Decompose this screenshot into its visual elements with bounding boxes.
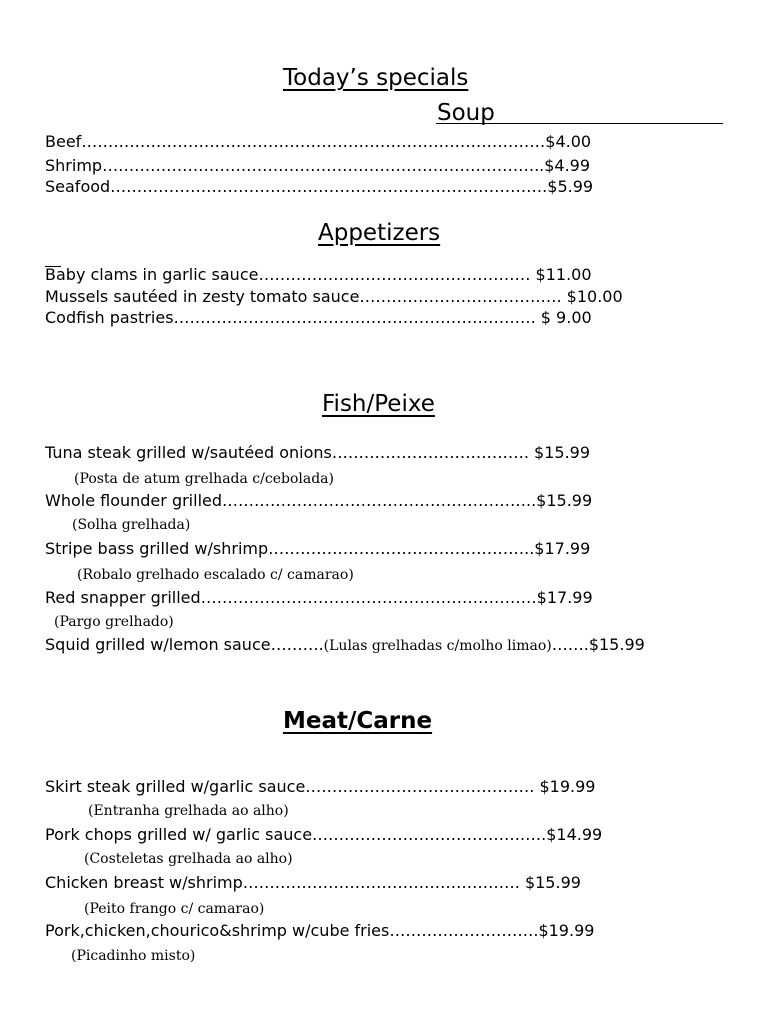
meat-item-picadinho-translation: (Picadinho misto) xyxy=(71,948,196,964)
soup-item-shrimp: Shrimp………………………………………………………………………..$4.99 xyxy=(45,156,591,175)
fish-item-bass-translation: (Robalo grelhado escalado c/ camarao) xyxy=(77,567,354,583)
fish-item-squid-translation: (Lulas grelhadas c/molho limao) xyxy=(323,638,552,654)
meat-item-skirt-steak: Skirt steak grilled w/garlic sauce……………………………………. $19.99 xyxy=(45,777,596,796)
soup-heading: Soup xyxy=(437,100,495,126)
fish-heading: Fish/Peixe xyxy=(322,391,435,417)
meat-heading: Meat/Carne xyxy=(283,708,433,734)
fish-item-flounder-translation: (Solha grelhada) xyxy=(72,517,191,533)
appetizer-item-mussels: Mussels sautéed in zesty tomato sauce…………………………….…. $10.00 xyxy=(45,287,623,306)
appetizer-item-codfish: Codfish pastries……………………………………………………….…. $ 9.00 xyxy=(45,308,592,327)
fish-item-tuna: Tuna steak grilled w/sautéed onions………………………………. $15.99 xyxy=(45,443,591,462)
appetizers-heading: Appetizers xyxy=(318,220,441,246)
meat-item-pork-chops-translation: (Costeletas grelhada ao alho) xyxy=(84,851,293,867)
fish-item-snapper-translation: (Pargo grelhado) xyxy=(54,614,174,630)
fish-item-squid xyxy=(45,635,645,656)
fish-item-squid-price: …….$15.99 xyxy=(551,635,645,654)
page-title: Today’s specials xyxy=(283,65,469,91)
meat-item-picadinho: Pork,chicken,chourico&shrimp w/cube fries……………………….$19.99 xyxy=(45,921,595,940)
meat-item-chicken-breast: Chicken breast w/shrimp……………………………………………. $15.99 xyxy=(45,873,581,892)
fish-item-tuna-translation: (Posta de atum grelhada c/cebolada) xyxy=(74,471,334,487)
meat-item-chicken-breast-translation: (Peito frango c/ camarao) xyxy=(84,901,265,917)
soup-item-seafood: Seafood……………………………………………………………………….$5.99 xyxy=(45,177,594,196)
soup-heading-underline xyxy=(436,123,723,124)
fish-item-bass: Stripe bass grilled w/shrimp…………………………………………..$17.99 xyxy=(45,539,591,558)
appetizer-item-baby-clams: Baby clams in garlic sauce…………………………………………… $11.00 xyxy=(45,265,592,284)
fish-item-snapper: Red snapper grilled………………………………………………………$17.99 xyxy=(45,588,593,607)
meat-item-pork-chops: Pork chops grilled w/ garlic sauce………………………………….….$14.99 xyxy=(45,825,603,844)
fish-item-flounder: Whole flounder grilled…………………………………………………..$15.99 xyxy=(45,491,593,510)
fish-item-squid-name: Squid grilled w/lemon sauce………. xyxy=(45,635,324,654)
meat-item-skirt-steak-translation: (Entranha grelhada ao alho) xyxy=(88,803,289,819)
soup-item-beef: Beef……………………………………………………………………………$4.00 xyxy=(45,132,592,151)
